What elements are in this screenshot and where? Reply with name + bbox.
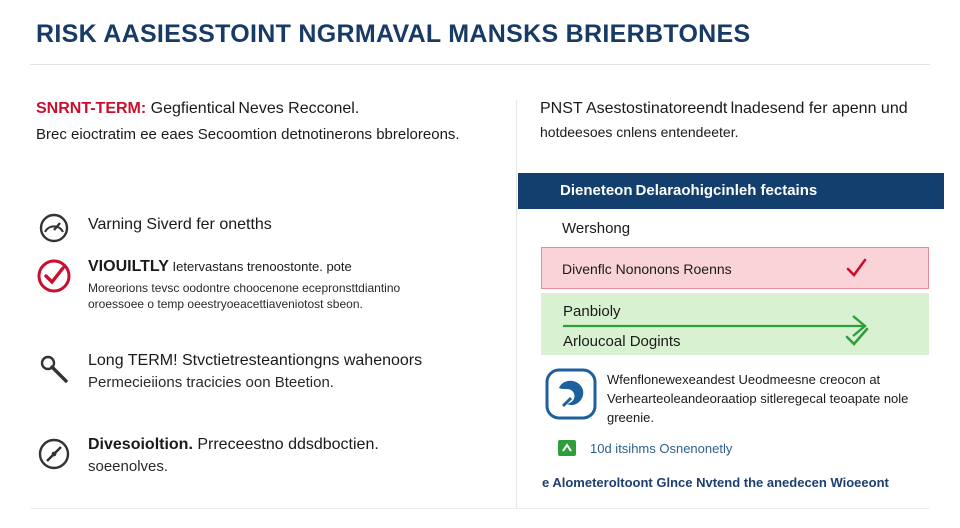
metrics-row (558, 440, 732, 456)
title-divider (30, 64, 930, 65)
gauge-icon (36, 210, 72, 246)
bottom-divider (30, 508, 930, 509)
list-item-title (88, 258, 418, 276)
list-item-diversification (36, 436, 476, 475)
past-assessment-heading: PNST Asestostinatoreendt lnadesend fer apenn und (540, 100, 908, 117)
list-item-warning (36, 210, 476, 246)
past-assessment-description: hotdeesoes cnlens entendeeter. (540, 124, 739, 140)
check-icon (844, 256, 868, 280)
list-item-title (88, 436, 379, 454)
check-circle-icon (36, 258, 72, 294)
short-term-title: Gegfientical Neves Recconel. (146, 100, 360, 117)
page-title: RISK AASIESSTOINT NGRMAVAL MANSKS BRIERBTONES (36, 20, 751, 48)
short-term-intro (36, 100, 476, 145)
wrench-icon (36, 352, 72, 388)
red-status-box (541, 247, 929, 289)
list-item-description: soeenolves. (88, 458, 169, 475)
app-info-card (545, 368, 940, 424)
footer-note: e Alometeroltoont Glnce Nvtend the anedecen Wioeeont (542, 475, 889, 490)
short-term-column (36, 100, 476, 475)
short-term-heading (36, 100, 476, 118)
app-logo-icon (545, 368, 597, 420)
green-status-line-2: Arloucoal Dogints (563, 333, 681, 350)
green-status-line-1: Panbioly (563, 303, 621, 320)
list-item-title: Long TERM! Stvctietresteantiongns wahenoors (88, 352, 423, 369)
red-status-label: Divenflc Nononons Roenns (562, 261, 732, 277)
section-header-bar: Dieneteon Delaraohigcinleh fectains (518, 173, 944, 209)
list-item-volatility (36, 258, 476, 312)
green-status-box (541, 293, 929, 355)
list-item-title-bold: VIOUILTLY (88, 258, 169, 275)
list-item-title: Varning Siverd fer onetths (88, 216, 272, 233)
list-item-long-term (36, 352, 476, 391)
list-item-description: Moreorions tevsc oodontre choocenone ecepronsttdiantino oroessoee o temp oeestryoeacettiaveniotost sbeon. (88, 281, 401, 311)
compass-icon (36, 436, 72, 472)
short-term-description: Brec eioctratim ee eaes Secoomtion detnotinerons bbreloreons. (36, 126, 460, 143)
app-info-description: Wfenflonewexeandest Ueodmeesne creocon at Verhearteoleandeoraatiop sitleregecal teoapate nole greenie. (607, 372, 909, 425)
short-term-accent: SNRNT-TERM: (36, 100, 147, 117)
column-divider (516, 100, 517, 508)
metrics-label: 10d itsihms Osnenonetly (590, 440, 733, 456)
list-item-title-rest: Prreceestno ddsdboctien. (192, 436, 379, 453)
list-item-title-bold: Divesoioltion. (88, 436, 193, 453)
leaf-icon (558, 440, 576, 456)
past-assessment-header (540, 100, 940, 140)
working-label: Wershong (562, 220, 631, 237)
list-item-description: Permecieiions tracicies oon Bteetion. (88, 374, 334, 391)
list-item-title-rest: Ietervastans trenoostonte. pote (168, 259, 352, 274)
